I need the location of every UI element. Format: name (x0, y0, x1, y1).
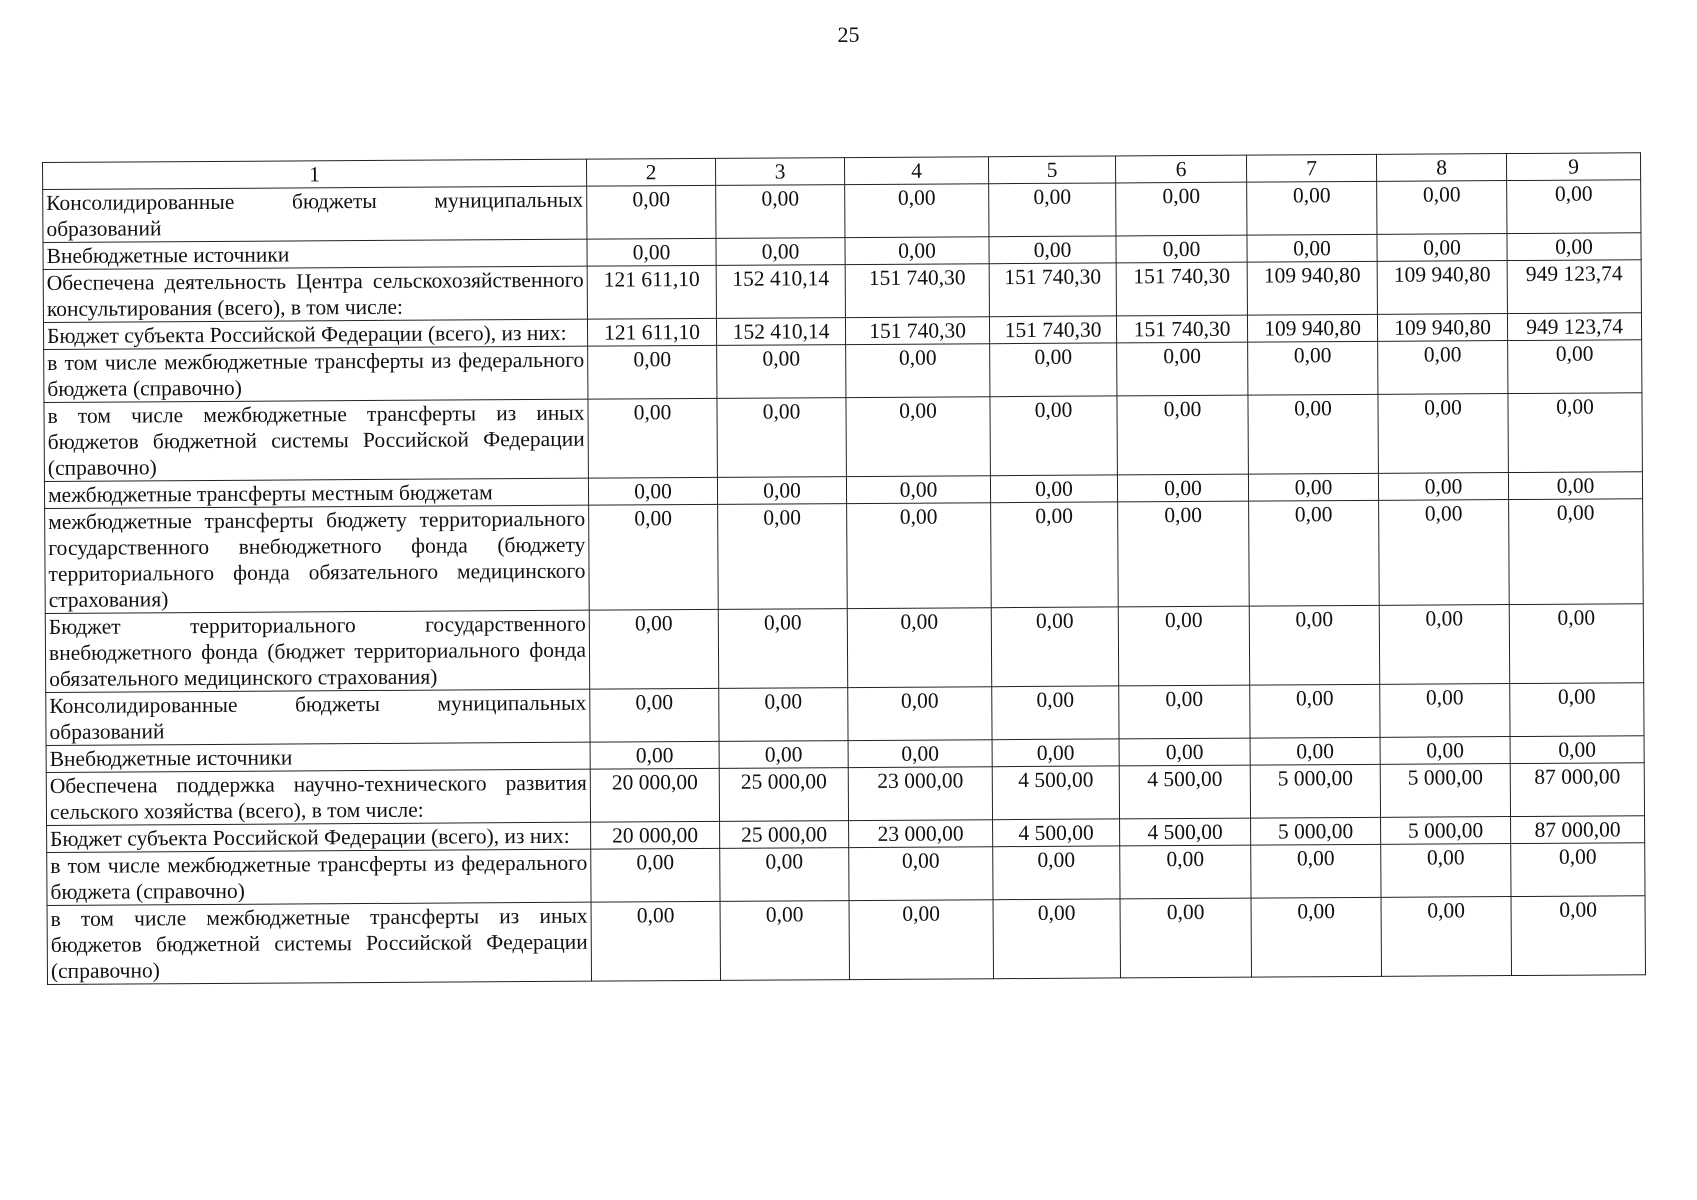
value-cell: 0,00 (1248, 394, 1378, 474)
value-cell: 0,00 (846, 476, 990, 504)
value-cell: 0,00 (720, 848, 849, 902)
value-cell: 4 500,00 (992, 766, 1119, 820)
row-label: Бюджет территориального государственного внебюджетного фонда (бюджет территориального фонда обязательного медицинского страхования) (45, 610, 589, 692)
table-row (46, 763, 1644, 826)
value-cell: 0,00 (1379, 605, 1509, 685)
row-label: Консолидированные бюджеты муниципальных образований (46, 689, 590, 745)
value-cell: 0,00 (1511, 843, 1645, 897)
value-cell: 0,00 (717, 477, 846, 505)
table-row (45, 499, 1644, 614)
row-label: Обеспечена поддержка научно-технического развития сельского хозяйства (всего), в том числе: (46, 769, 590, 825)
value-cell: 0,00 (1250, 737, 1380, 765)
value-cell: 0,00 (993, 899, 1120, 979)
value-cell: 0,00 (718, 504, 848, 610)
value-cell: 0,00 (1118, 501, 1250, 607)
row-label: Обеспечена деятельность Центра сельскохозяйственного консультирования (всего), в том числе: (43, 266, 587, 322)
value-cell: 5 000,00 (1380, 764, 1510, 818)
column-header: 1 (43, 159, 587, 189)
value-cell: 0,00 (1378, 341, 1508, 395)
value-cell: 87 000,00 (1510, 763, 1644, 817)
value-cell: 0,00 (717, 345, 846, 399)
value-cell: 151 740,30 (989, 263, 1116, 317)
value-cell: 5 000,00 (1251, 817, 1381, 845)
table-row (47, 843, 1645, 906)
value-cell: 0,00 (848, 687, 992, 741)
value-cell: 0,00 (1380, 737, 1510, 765)
value-cell: 0,00 (1118, 606, 1249, 686)
column-header: 9 (1506, 153, 1640, 181)
value-cell: 0,00 (991, 502, 1119, 608)
value-cell: 0,00 (1119, 685, 1250, 739)
value-cell: 121 611,10 (587, 265, 716, 319)
value-cell: 25 000,00 (719, 768, 848, 822)
value-cell: 0,00 (1251, 844, 1381, 898)
value-cell: 151 740,30 (845, 264, 989, 318)
table-row (43, 180, 1641, 243)
row-label: межбюджетные трансферты местным бюджетам (44, 478, 588, 508)
value-cell: 0,00 (1249, 500, 1380, 606)
value-cell: 0,00 (990, 396, 1117, 476)
value-cell: 0,00 (1507, 233, 1641, 261)
value-cell: 0,00 (591, 901, 720, 981)
value-cell: 0,00 (845, 184, 989, 238)
value-cell: 151 740,30 (845, 317, 989, 345)
value-cell: 0,00 (1379, 500, 1510, 606)
value-cell: 0,00 (1120, 845, 1251, 899)
value-cell: 5 000,00 (1381, 817, 1511, 845)
value-cell: 5 000,00 (1250, 764, 1380, 818)
value-cell: 0,00 (589, 609, 718, 689)
value-cell: 109 940,80 (1377, 314, 1507, 342)
row-label: межбюджетные трансферты бюджету территориального государственного внебюджетного фонда (бюджету территориального фонда обязательного медицинского страхования) (45, 505, 590, 613)
value-cell: 0,00 (992, 739, 1119, 767)
value-cell: 0,00 (589, 504, 719, 610)
value-cell: 0,00 (846, 397, 990, 477)
value-cell: 0,00 (1251, 897, 1381, 977)
value-cell: 0,00 (1380, 684, 1510, 738)
value-cell: 0,00 (847, 608, 991, 688)
column-header: 3 (715, 158, 844, 186)
value-cell: 949 123,74 (1507, 260, 1641, 314)
row-label: в том числе межбюджетные трансферты из иных бюджетов бюджетной системы Российской Федерации (справочно) (44, 399, 588, 481)
table-row (47, 896, 1645, 985)
value-cell: 0,00 (993, 846, 1120, 900)
table-row (46, 683, 1644, 746)
value-cell: 0,00 (1508, 340, 1642, 394)
value-cell: 0,00 (590, 741, 719, 769)
value-cell: 0,00 (716, 238, 845, 266)
row-label: в том числе межбюджетные трансферты из иных бюджетов бюджетной системы Российской Федерации (справочно) (47, 902, 591, 984)
value-cell: 0,00 (716, 185, 845, 239)
row-label: в том числе межбюджетные трансферты из федерального бюджета (справочно) (47, 849, 591, 905)
value-cell: 0,00 (588, 345, 717, 399)
table-row (44, 393, 1642, 482)
value-cell: 0,00 (1510, 736, 1644, 764)
value-cell: 0,00 (1381, 897, 1511, 977)
value-cell: 0,00 (720, 901, 849, 981)
value-cell: 0,00 (845, 237, 989, 265)
value-cell: 0,00 (1120, 898, 1251, 978)
value-cell: 0,00 (849, 847, 993, 901)
value-cell: 0,00 (990, 475, 1117, 503)
value-cell: 4 500,00 (1120, 818, 1251, 846)
column-header: 8 (1376, 154, 1506, 182)
row-label: Внебюджетные источники (46, 742, 590, 772)
value-cell: 0,00 (1377, 181, 1507, 235)
value-cell: 0,00 (1509, 604, 1643, 684)
value-cell: 109 940,80 (1377, 261, 1507, 315)
value-cell: 0,00 (1508, 393, 1642, 473)
value-cell: 121 611,10 (587, 318, 716, 346)
column-header: 7 (1246, 154, 1376, 182)
value-cell: 0,00 (1511, 896, 1645, 976)
value-cell: 0,00 (588, 398, 717, 478)
value-cell: 151 740,30 (1116, 262, 1247, 316)
value-cell: 0,00 (591, 848, 720, 902)
column-header: 6 (1115, 155, 1246, 183)
value-cell: 0,00 (847, 503, 992, 609)
value-cell: 152 410,14 (716, 265, 845, 319)
value-cell: 87 000,00 (1511, 816, 1645, 844)
value-cell: 0,00 (1117, 342, 1248, 396)
value-cell: 0,00 (587, 238, 716, 266)
value-cell: 20 000,00 (590, 768, 719, 822)
value-cell: 0,00 (1248, 341, 1378, 395)
row-label: Бюджет субъекта Российской Федерации (всего), из них: (43, 319, 587, 349)
value-cell: 0,00 (846, 344, 990, 398)
value-cell: 0,00 (1119, 738, 1250, 766)
value-cell: 0,00 (989, 236, 1116, 264)
column-header: 2 (586, 158, 715, 186)
page-number: 25 (837, 22, 860, 47)
value-cell: 0,00 (1249, 605, 1379, 685)
table-row (43, 260, 1641, 323)
value-cell: 0,00 (1507, 180, 1641, 234)
value-cell: 0,00 (1116, 235, 1247, 263)
value-cell: 20 000,00 (591, 821, 720, 849)
value-cell: 0,00 (1378, 394, 1508, 474)
row-label: Консолидированные бюджеты муниципальных образований (43, 186, 587, 242)
table-row (45, 604, 1643, 693)
value-cell: 949 123,74 (1507, 313, 1641, 341)
value-cell: 151 740,30 (1116, 315, 1247, 343)
value-cell: 0,00 (1248, 473, 1378, 501)
column-header: 5 (988, 156, 1115, 184)
value-cell: 0,00 (587, 185, 716, 239)
value-cell: 109 940,80 (1247, 261, 1377, 315)
value-cell: 151 740,30 (989, 316, 1116, 344)
value-cell: 0,00 (991, 607, 1118, 687)
value-cell: 0,00 (717, 398, 846, 478)
table-row (44, 340, 1642, 403)
value-cell: 0,00 (990, 343, 1117, 397)
row-label: в том числе межбюджетные трансферты из федерального бюджета (справочно) (44, 346, 588, 402)
value-cell: 0,00 (989, 183, 1116, 237)
row-label: Бюджет субъекта Российской Федерации (всего), из них: (47, 822, 591, 852)
value-cell: 0,00 (590, 688, 719, 742)
column-header: 4 (844, 157, 988, 185)
value-cell: 0,00 (1117, 474, 1248, 502)
value-cell: 0,00 (1378, 473, 1508, 501)
value-cell: 0,00 (719, 741, 848, 769)
value-cell: 25 000,00 (720, 821, 849, 849)
value-cell: 0,00 (1247, 181, 1377, 235)
value-cell: 23 000,00 (849, 820, 993, 848)
value-cell: 0,00 (1509, 499, 1644, 605)
value-cell: 0,00 (1116, 182, 1247, 236)
value-cell: 4 500,00 (993, 819, 1120, 847)
value-cell: 0,00 (588, 477, 717, 505)
value-cell: 0,00 (1117, 395, 1248, 475)
value-cell: 0,00 (1250, 684, 1380, 738)
value-cell: 23 000,00 (848, 767, 992, 821)
value-cell: 0,00 (992, 686, 1119, 740)
value-cell: 4 500,00 (1119, 765, 1250, 819)
row-label: Внебюджетные источники (43, 239, 587, 269)
value-cell: 0,00 (718, 609, 847, 689)
value-cell: 109 940,80 (1247, 314, 1377, 342)
table-body (43, 180, 1646, 985)
value-cell: 0,00 (848, 740, 992, 768)
budget-table (42, 152, 1646, 985)
value-cell: 0,00 (1510, 683, 1644, 737)
value-cell: 0,00 (1381, 844, 1511, 898)
value-cell: 0,00 (1247, 234, 1377, 262)
value-cell: 152 410,14 (716, 318, 845, 346)
value-cell: 0,00 (719, 688, 848, 742)
value-cell: 0,00 (1377, 234, 1507, 262)
value-cell: 0,00 (1508, 472, 1642, 500)
value-cell: 0,00 (849, 900, 993, 980)
